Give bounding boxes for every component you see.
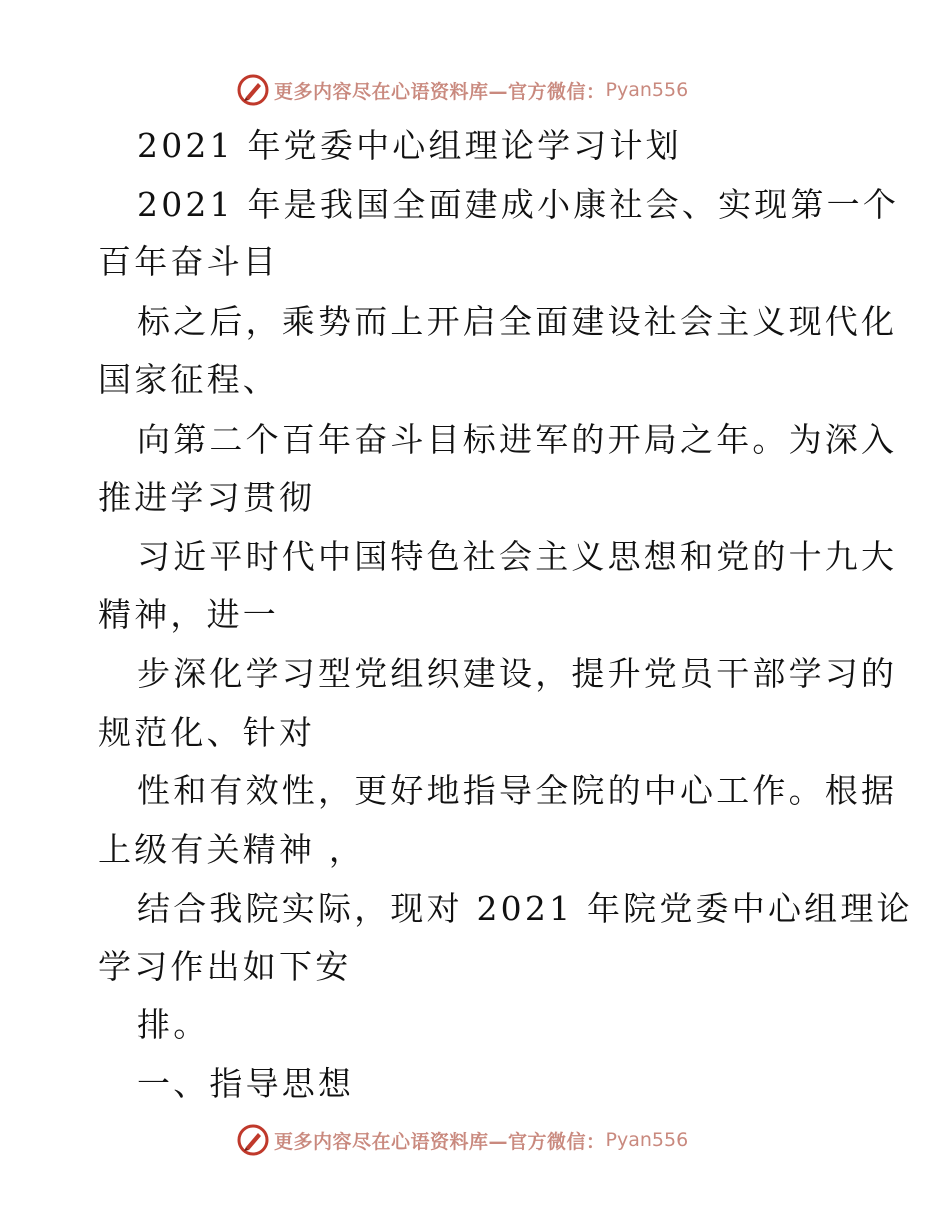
- paragraph-line: 上级有关精神 ，: [98, 830, 366, 869]
- paragraph-line: 2021 年是我国全面建成小康社会、实现第一个: [137, 185, 900, 224]
- paragraph-line: 百年奋斗目: [98, 242, 279, 281]
- paragraph-line: 性和有效性，更好地指导全院的中心工作。根据: [137, 771, 898, 810]
- paragraph-line: 步深化学习型党组织建设，提升党员干部学习的: [137, 654, 898, 693]
- paragraph-line: 结合我院实际，现对 2021 年院党委中心组理论: [137, 889, 913, 928]
- paragraph-line: 标之后，乘势而上开启全面建设社会主义现代化: [137, 302, 898, 341]
- paragraph-line: 向第二个百年奋斗目标进军的开局之年。为深入: [137, 420, 898, 459]
- watermark-wechat-id: Pyan556: [605, 1129, 689, 1151]
- paragraph-line: 精神，进一: [98, 595, 279, 634]
- footer-watermark: [236, 1122, 688, 1158]
- watermark-text: 更多内容尽在心语资料库—官方微信：: [274, 80, 606, 103]
- document-title: 2021 年党委中心组理论学习计划: [137, 126, 682, 165]
- section-heading: 一、指导思想: [137, 1064, 355, 1103]
- watermark-text: 更多内容尽在心语资料库—官方微信：: [274, 1130, 606, 1153]
- paragraph-line: 规范化、针对: [98, 713, 316, 752]
- paragraph-line: 国家征程、: [98, 360, 279, 399]
- pen-logo-icon: [236, 1123, 270, 1157]
- paragraph-line: 学习作出如下安: [98, 947, 352, 986]
- paragraph-line: 习近平时代中国特色社会主义思想和党的十九大: [137, 537, 898, 576]
- header-watermark: [236, 72, 688, 108]
- pen-logo-icon: [236, 73, 270, 107]
- watermark-wechat-id: Pyan556: [605, 79, 689, 101]
- paragraph-line: 排。: [137, 1005, 210, 1044]
- paragraph-line: 推进学习贯彻: [98, 478, 316, 517]
